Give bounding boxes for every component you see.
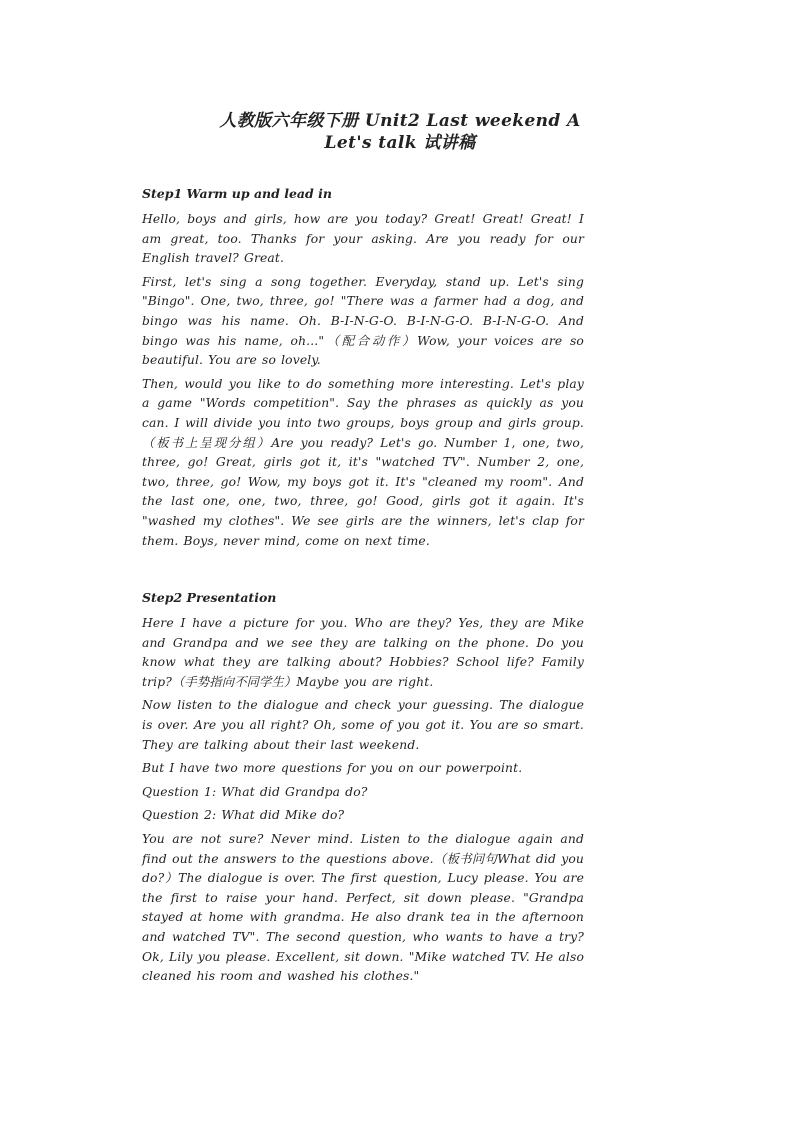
paragraph: But I have two more questions for you on our powerpoint. — [142, 761, 523, 776]
paragraph: Question 1: What did Grandpa do? — [142, 784, 368, 799]
section-step1 — [142, 184, 584, 555]
section-step2 — [142, 588, 584, 991]
paragraph: Now listen to the dialogue and check your guessing. The dialogue is over. Are you all right? Oh, some of you got it. You are so smart. They are talking about their last weekend. — [142, 698, 584, 752]
section-heading: Step2 Presentation — [142, 590, 277, 605]
paragraph: First, let's sing a song together. Everyday, stand up. Let's sing "Bingo". One, two, three, go! "There was a farmer had a dog, and bingo was his name. Oh. B-I-N-G-O. B-I-N-G-O. B-I-N-G-O. And bingo was his name, oh..."（配合动作）Wow, your voices are so beautiful. You are so lovely. — [142, 274, 584, 368]
document-title-line-2: Let's talk 试讲稿 — [324, 133, 476, 153]
paragraph: You are not sure? Never mind. Listen to the dialogue again and find out the answers to the questions above.（板书问句What did you do?）The dialogue is over. The first question, Lucy please. You are the first to raise your hand. Perfect, sit down please. "Grandpa stayed at home with grandma. He also drank tea in the afternoon and watched TV". The second question, who wants to have a try? Ok, Lily you please. Excellent, sit down. "Mike watched TV. He also cleaned his room and washed his clothes." — [142, 831, 584, 984]
paragraph: Then, would you like to do something more interesting. Let's play a game "Words competition". Say the phrases as quickly as you can. I will divide you into two groups, boys group and girls group.（板书上呈现分组）Are you ready? Let's go. Number 1, one, two, three, go! Great, girls got it, it's "watched TV". Number 2, one, two, three, go! Wow, my boys got it. It's "cleaned my room". And the last one, one, two, three, go! Good, girls got it again. It's "washed my clothes". We see girls are the winners, let's clap for them. Boys, never mind, come on next time. — [142, 376, 584, 548]
paragraph: Question 2: What did Mike do? — [142, 808, 345, 823]
paragraph: Hello, boys and girls, how are you today? Great! Great! Great! I am great, too. Thanks for your asking. Are you ready for our English travel? Great. — [142, 212, 584, 266]
section-heading: Step1 Warm up and lead in — [142, 186, 332, 201]
paragraph: Here I have a picture for you. Who are they? Yes, they are Mike and Grandpa and we see they are talking on the phone. Do you know what they are talking about? Hobbies? School life? Family trip?（手势指向不同学生）Maybe you are right. — [142, 616, 584, 689]
document-title-line-1: 人教版六年级下册 Unit2 Last weekend A — [219, 111, 581, 131]
